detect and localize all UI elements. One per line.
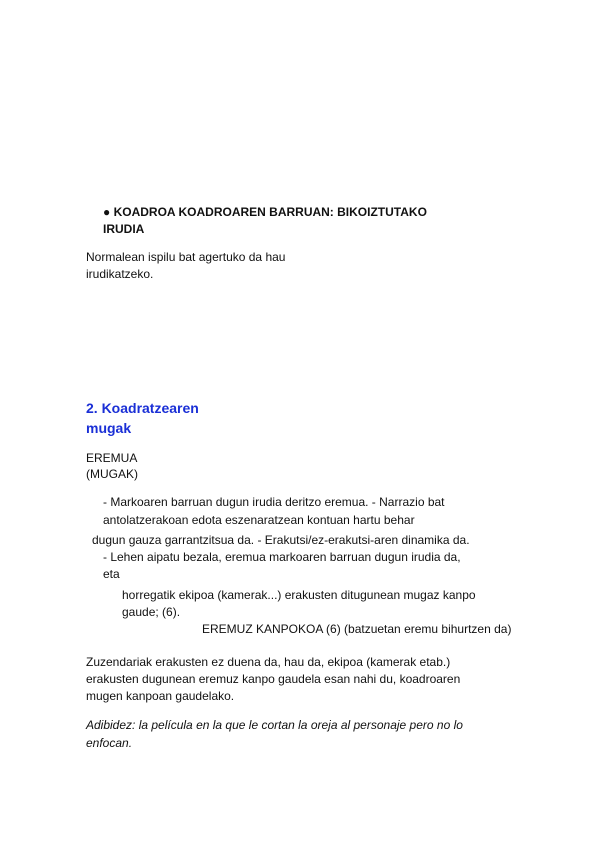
list-line-1: - Markoaren barruan dugun irudia deritzo eremua. - Narrazio bat (103, 495, 445, 509)
body-paragraph-line1: Zuzendariak erakusten ez duena da, hau da, ekipoa (kamerak etab.) (86, 655, 451, 669)
eremua-line2: (MUGAK) (86, 467, 138, 481)
list-line-3: dugun gauza garrantzitsua da. - Erakutsi/ez-erakutsi-aren dinamika da. (92, 533, 470, 547)
intro-paragraph (86, 249, 285, 283)
bullet-icon: ● (103, 205, 111, 219)
chapter-heading-line1: 2. Koadratzearen (86, 400, 199, 416)
list-line-4: - Lehen aipatu bezala, eremua markoaren barruan dugun irudia da, (103, 550, 461, 564)
list-line-2: antolatzerakoan edota eszenaratzean kontuan hartu behar (103, 513, 415, 527)
body-paragraph (86, 654, 460, 705)
intro-line2: irudikatzeko. (86, 267, 154, 281)
chapter-heading-line2: mugak (86, 420, 132, 436)
list-line-7: gaude; (6). (122, 605, 181, 619)
intro-line1: Normalean ispilu bat agertuko da hau (86, 250, 286, 264)
chapter-heading (86, 398, 199, 438)
section-heading-line2: IRUDIA (103, 222, 145, 236)
body-paragraph-line3: mugen kanpoan gaudelako. (86, 689, 235, 703)
list-line-6: horregatik ekipoa (kamerak...) erakusten ditugunean mugaz kanpo (122, 588, 476, 602)
section-heading (103, 204, 427, 238)
list-line-5: eta (103, 567, 120, 581)
example-line2: enfocan. (86, 736, 133, 750)
eremua-line1: EREMUA (86, 451, 138, 465)
body-paragraph-line2: erakusten dugunean eremuz kanpo gaudela esan nahi du, koadroaren (86, 672, 461, 686)
section-heading-line1 (103, 204, 427, 221)
section-heading-text: KOADROA KOADROAREN BARRUAN: BIKOIZTUTAKO (113, 205, 427, 219)
list-line-8: EREMUZ KANPOKOA (6) (batzuetan eremu bihurtzen da) (202, 622, 512, 636)
eremua-label (86, 450, 138, 482)
example-line1: Adibidez: la película en la que le cortan la oreja al personaje pero no lo (86, 718, 463, 732)
example-paragraph (86, 716, 463, 752)
